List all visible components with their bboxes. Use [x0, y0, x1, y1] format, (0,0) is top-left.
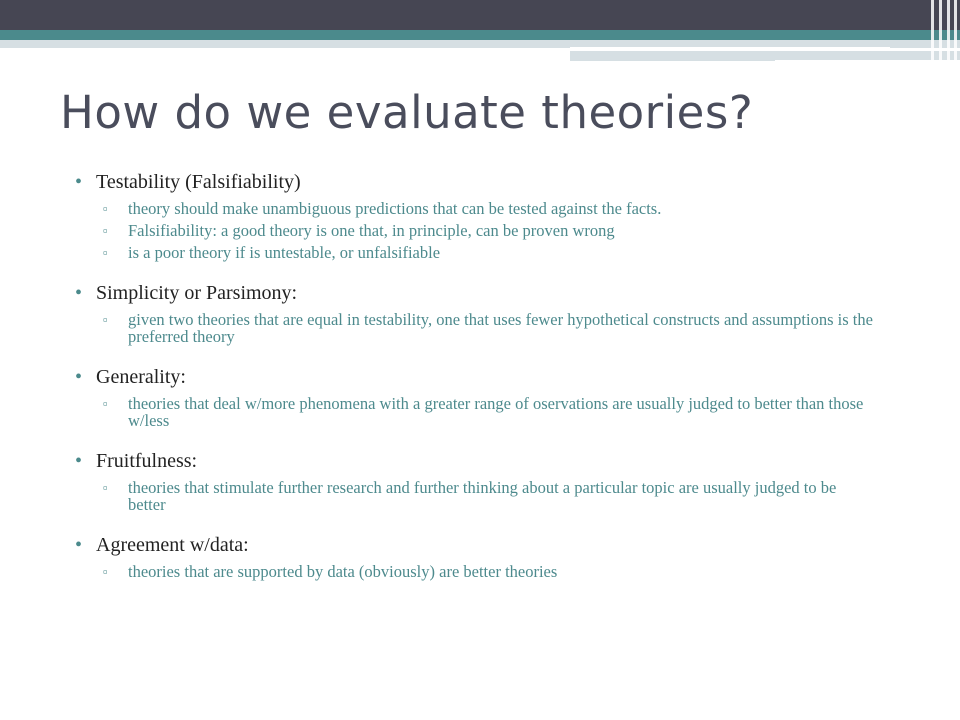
bullet-icon: • — [75, 171, 83, 193]
square-bullet-icon: ▫ — [103, 223, 108, 238]
square-bullet-icon: ▫ — [103, 201, 108, 216]
header-teal-bar — [0, 30, 960, 40]
bullet-icon: • — [75, 450, 83, 472]
square-bullet-icon: ▫ — [103, 245, 108, 260]
sub-item — [75, 395, 875, 429]
section-fruitfulness — [75, 447, 875, 513]
header-white-line-right — [775, 60, 960, 63]
slide-content — [75, 168, 875, 598]
section-heading — [75, 363, 875, 391]
bullet-icon: • — [75, 282, 83, 304]
sub-item — [75, 222, 875, 239]
sub-item — [75, 200, 875, 217]
sub-item-text: theory should make unambiguous predictions that can be tested against the facts. — [128, 199, 662, 218]
sub-item — [75, 563, 875, 580]
sub-item-text: theories that are supported by data (obviously) are better theories — [128, 562, 558, 581]
section-heading — [75, 168, 875, 196]
header-dark-bar — [0, 0, 960, 30]
heading-text: Fruitfulness: — [96, 450, 198, 472]
section-agreement — [75, 531, 875, 580]
sub-item-text: is a poor theory if is untestable, or unfalsifiable — [128, 243, 441, 262]
sub-item-text: Falsifiability: a good theory is one that, in principle, can be proven wrong — [128, 221, 615, 240]
section-generality — [75, 363, 875, 429]
bullet-icon: • — [75, 534, 83, 556]
section-heading — [75, 279, 875, 307]
square-bullet-icon: ▫ — [103, 312, 108, 327]
sub-item-text: theories that deal w/more phenomena with a greater range of oservations are usually judged to better than those w/less — [128, 394, 864, 430]
heading-text: Testability (Falsifiability) — [96, 171, 301, 193]
section-heading — [75, 447, 875, 475]
sub-item-text: given two theories that are equal in testability, one that uses fewer hypothetical constructs and assumptions is the preferred theory — [128, 310, 873, 346]
sub-item — [75, 244, 875, 261]
header-stripes-decoration — [926, 0, 960, 60]
heading-text: Simplicity or Parsimony: — [96, 282, 298, 304]
sub-item-text: theories that stimulate further research and further thinking about a particular topic are usually judged to be better — [128, 478, 837, 514]
square-bullet-icon: ▫ — [103, 480, 108, 495]
section-simplicity — [75, 279, 875, 345]
section-testability — [75, 168, 875, 261]
heading-text: Generality: — [96, 366, 186, 388]
sub-item — [75, 479, 875, 513]
heading-text: Agreement w/data: — [96, 534, 249, 556]
slide-title: How do we evaluate theories? — [60, 86, 754, 139]
bullet-icon: • — [75, 366, 83, 388]
square-bullet-icon: ▫ — [103, 564, 108, 579]
sub-item — [75, 311, 875, 345]
square-bullet-icon: ▫ — [103, 396, 108, 411]
section-heading — [75, 531, 875, 559]
